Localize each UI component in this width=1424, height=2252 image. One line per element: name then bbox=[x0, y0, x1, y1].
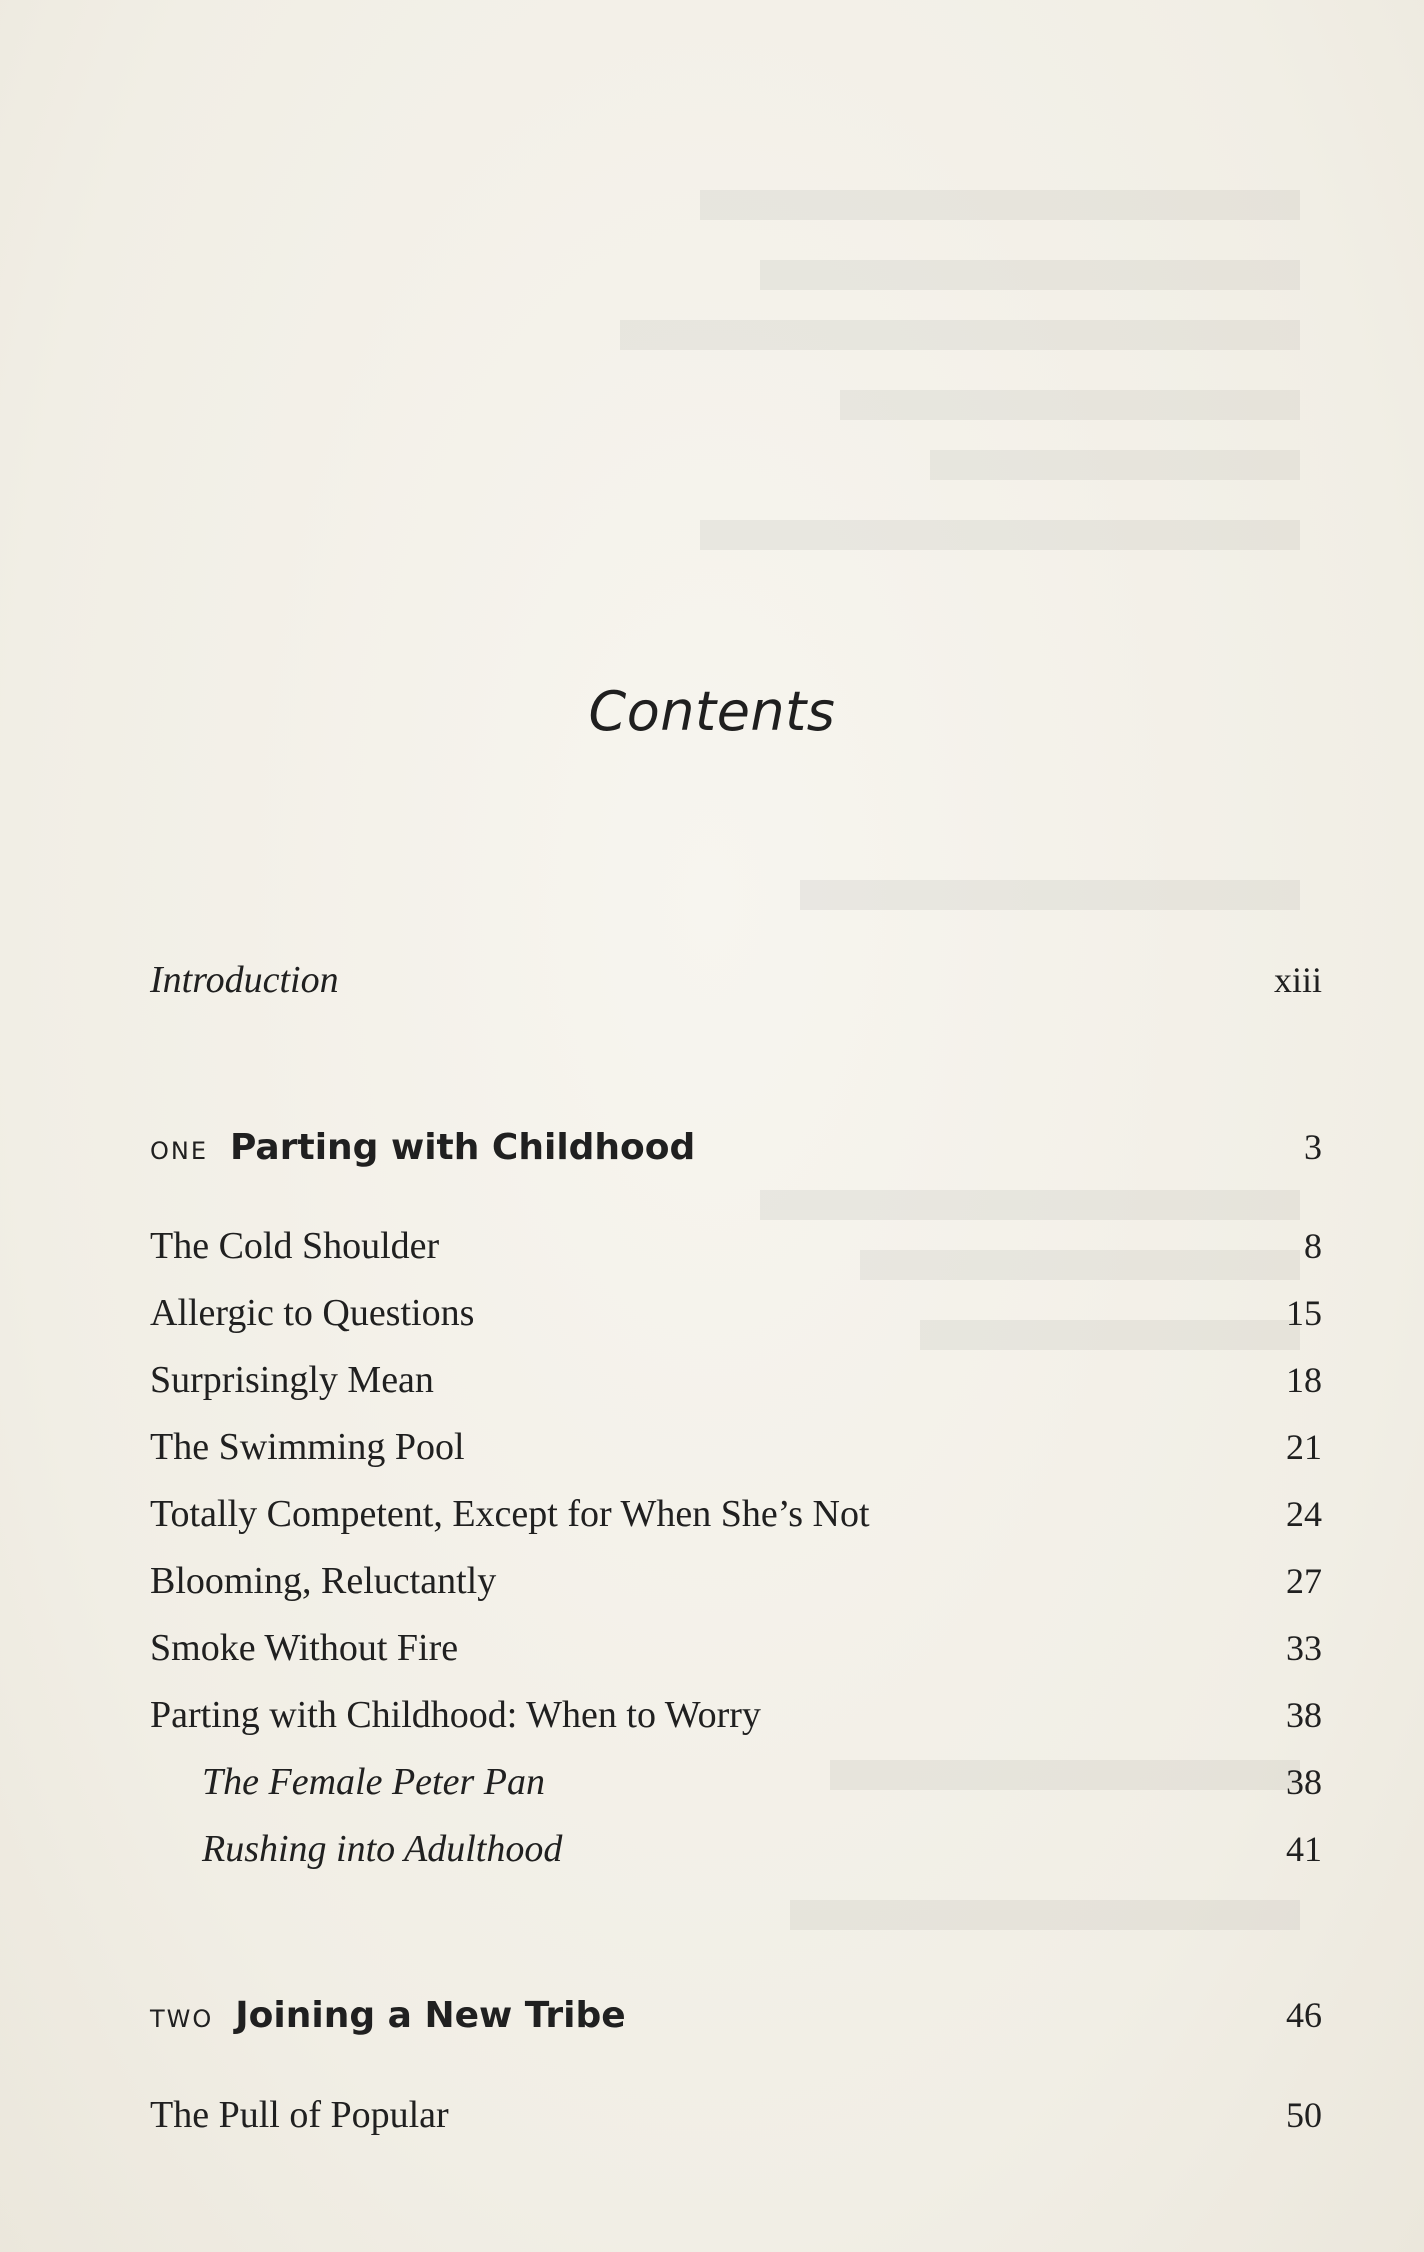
entry-title: Parting with Childhood: When to Worry bbox=[150, 1694, 761, 1736]
entry-page-number: 38 bbox=[1286, 1695, 1322, 1735]
entry-page-number: 33 bbox=[1286, 1628, 1322, 1668]
chapter-title: Parting with Childhood bbox=[230, 1127, 696, 1168]
entry-title: Rushing into Adulthood bbox=[202, 1828, 563, 1870]
toc-subentry[interactable] bbox=[202, 1829, 1322, 1871]
entry-title: The Swimming Pool bbox=[150, 1426, 465, 1468]
entry-title: Allergic to Questions bbox=[150, 1292, 475, 1334]
chapter-heading bbox=[150, 1996, 626, 2036]
entry-page-number: 3 bbox=[1304, 1127, 1322, 1167]
toc-entry-introduction[interactable] bbox=[150, 960, 1322, 1002]
entry-title: Surprisingly Mean bbox=[150, 1359, 434, 1401]
entry-page-number: 15 bbox=[1286, 1293, 1322, 1333]
entry-page-number: xiii bbox=[1273, 960, 1322, 1000]
toc-entry[interactable] bbox=[150, 1427, 1322, 1469]
entry-page-number: 8 bbox=[1304, 1226, 1322, 1266]
toc-entry[interactable] bbox=[150, 1628, 1322, 1670]
toc-entry[interactable] bbox=[150, 1561, 1322, 1603]
entry-title: Introduction bbox=[150, 959, 339, 1001]
toc-chapter-one[interactable] bbox=[150, 1128, 1322, 1168]
toc-entry[interactable] bbox=[150, 1226, 1322, 1268]
entry-page-number: 18 bbox=[1286, 1360, 1322, 1400]
entry-page-number: 50 bbox=[1286, 2095, 1322, 2135]
entry-title: Totally Competent, Except for When She’s Not bbox=[150, 1493, 870, 1535]
toc-entry[interactable] bbox=[150, 1695, 1322, 1737]
entry-title: The Female Peter Pan bbox=[202, 1761, 545, 1803]
entry-page-number: 38 bbox=[1286, 1762, 1322, 1802]
entry-title: The Pull of Popular bbox=[150, 2094, 449, 2136]
chapter-number: TWO bbox=[150, 2005, 214, 2033]
toc-entry[interactable] bbox=[150, 1494, 1322, 1536]
entry-page-number: 27 bbox=[1286, 1561, 1322, 1601]
toc-chapter-two[interactable] bbox=[150, 1996, 1322, 2036]
entry-title: Smoke Without Fire bbox=[150, 1627, 459, 1669]
toc-entry[interactable] bbox=[150, 1293, 1322, 1335]
entry-page-number: 46 bbox=[1286, 1995, 1322, 2035]
toc-entry[interactable] bbox=[150, 1360, 1322, 1402]
toc-entry[interactable] bbox=[150, 2095, 1322, 2137]
chapter-number: ONE bbox=[150, 1137, 209, 1165]
chapter-title: Joining a New Tribe bbox=[235, 1995, 626, 2036]
toc-subentry[interactable] bbox=[202, 1762, 1322, 1804]
entry-page-number: 41 bbox=[1286, 1829, 1322, 1869]
entry-page-number: 24 bbox=[1286, 1494, 1322, 1534]
entry-title: The Cold Shoulder bbox=[150, 1225, 440, 1267]
entry-title: Blooming, Reluctantly bbox=[150, 1560, 497, 1602]
page-title: Contents bbox=[588, 680, 836, 743]
chapter-heading bbox=[150, 1128, 695, 1168]
entry-page-number: 21 bbox=[1286, 1427, 1322, 1467]
